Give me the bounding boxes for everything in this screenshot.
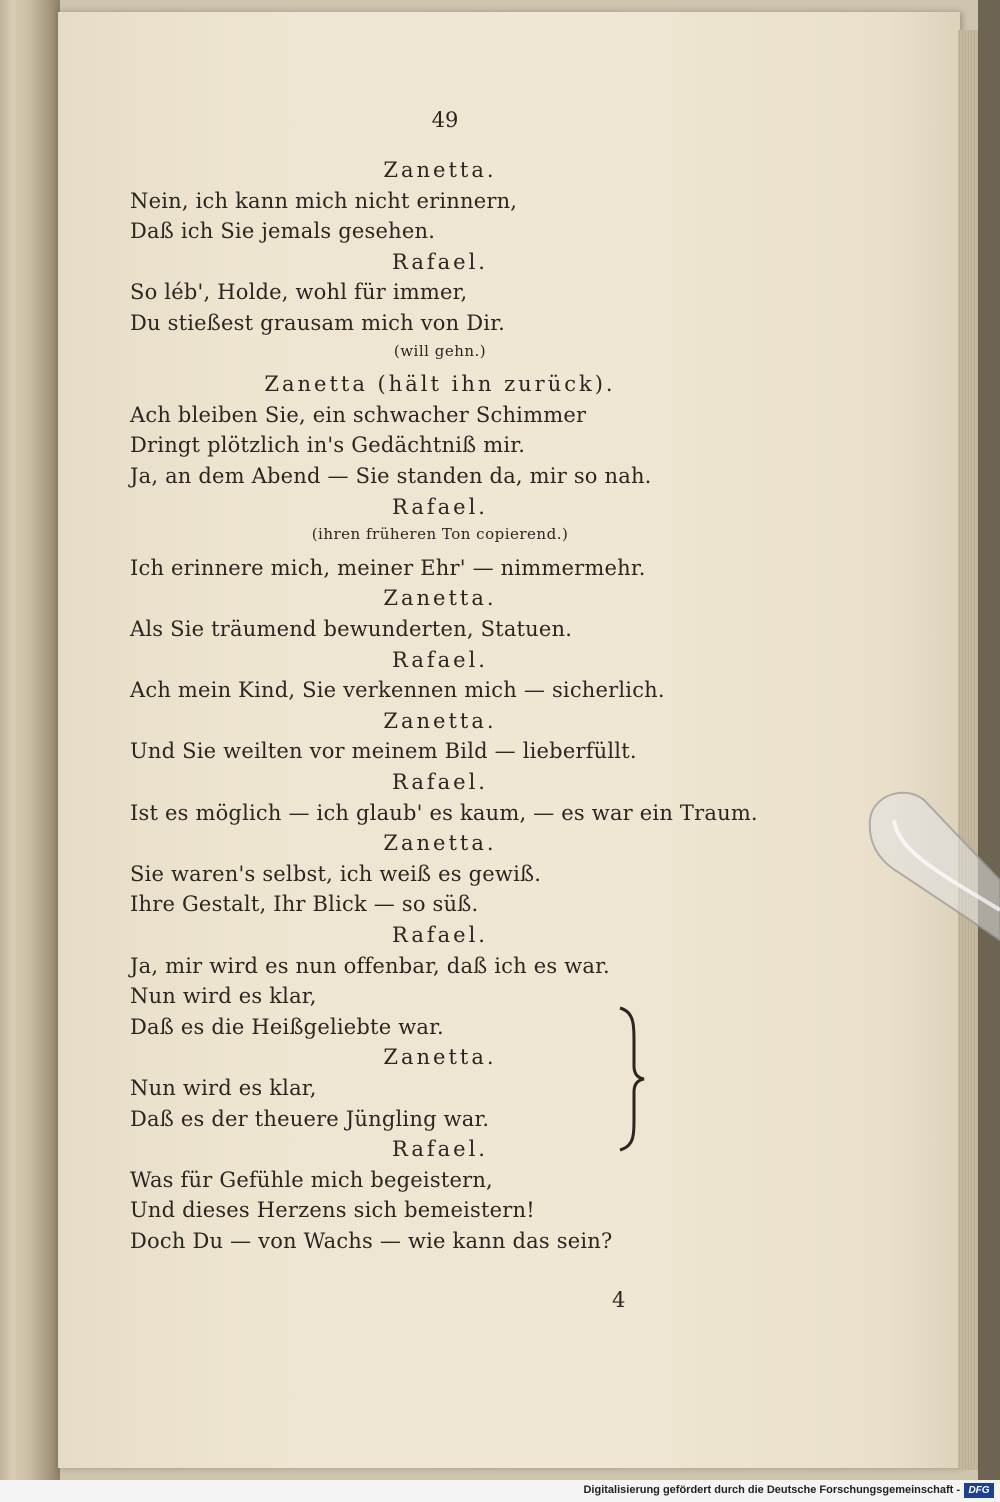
funding-credit: Digitalisierung gefördert durch die Deutsche Forschungsgemeinschaft - [583,1484,960,1496]
verse-line: Ach mein Kind, Sie verkennen mich — sicherlich. [130,678,665,703]
verse-line: Daß ich Sie jemals gesehen. [130,219,436,244]
verse-line: Daß es der theuere Jüngling war. [130,1106,490,1131]
speaker-name: Zanetta. [383,708,497,733]
speaker-name: Rafael. [392,1137,488,1162]
verse-line: Dringt plötzlich in's Gedächtniß mir. [130,433,526,458]
verse-line: Ich erinnere mich, meiner Ehr' — nimmermehr. [130,555,646,580]
left-page-edge [0,0,60,1480]
signature-mark: 4 [612,1288,626,1312]
verse-line: Du stießest grausam mich von Dir. [130,311,506,335]
speaker-name: Rafael. [392,923,488,947]
verse-line: Was für Gefühle mich begeistern, [130,1167,493,1192]
verse-line: Daß es die Heißgeliebte war. [130,1014,444,1039]
verse-line: Ist es möglich — ich glaub' es kaum, — es war ein Traum. [130,800,758,825]
verse-line: Doch Du — von Wachs — wie kann das sein? [130,1229,613,1253]
speaker-name: Rafael. [392,647,488,672]
scan-right-margin [978,0,1000,1480]
speaker-name: Zanetta. [383,158,497,182]
speaker-name: Zanetta. [383,586,497,611]
verse-line: Nein, ich kann mich nicht erinnern, [130,188,518,213]
verse-line: Als Sie träumend bewunderten, Statuen. [130,617,573,641]
right-brace [612,1004,652,1154]
verse-line: Sie waren's selbst, ich weiß es gewiß. [130,861,542,886]
verse-line: Und dieses Herzens sich bemeistern! [130,1198,535,1223]
verse-line: Nun wird es klar, [130,1076,317,1100]
speaker-name: Rafael. [392,770,488,794]
verse-line: Ach bleiben Sie, ein schwacher Schimmer [130,402,587,427]
clip-overlay [864,790,1000,960]
speaker-name: Zanetta. [383,831,497,856]
speaker-name: Rafael. [392,494,488,519]
stage-direction: (will gehn.) [393,341,487,360]
footer-bar [0,1480,1000,1502]
verse-line: Und Sie weilten vor meinem Bild — lieberfüllt. [130,739,637,764]
page-number: 49 [431,108,459,132]
page-stack-edge [958,30,980,1470]
verse-line: Ihre Gestalt, Ihr Blick — so süß. [130,892,479,917]
speaker-name: Zanetta. [383,1045,497,1070]
speaker-name: Zanetta (hält ihn zurück). [264,372,616,397]
speaker-name: Rafael. [392,249,488,274]
verse-line: Ja, mir wird es nun offenbar, daß ich es war. [130,953,610,978]
verse-line: Ja, an dem Abend — Sie standen da, mir so nah. [130,464,652,488]
verse-line: Nun wird es klar, [130,984,317,1009]
stage-direction: (ihren früheren Ton copierend.) [311,525,569,544]
dfg-logo: DFG [964,1483,994,1498]
verse-line: So léb', Holde, wohl für immer, [130,280,468,305]
